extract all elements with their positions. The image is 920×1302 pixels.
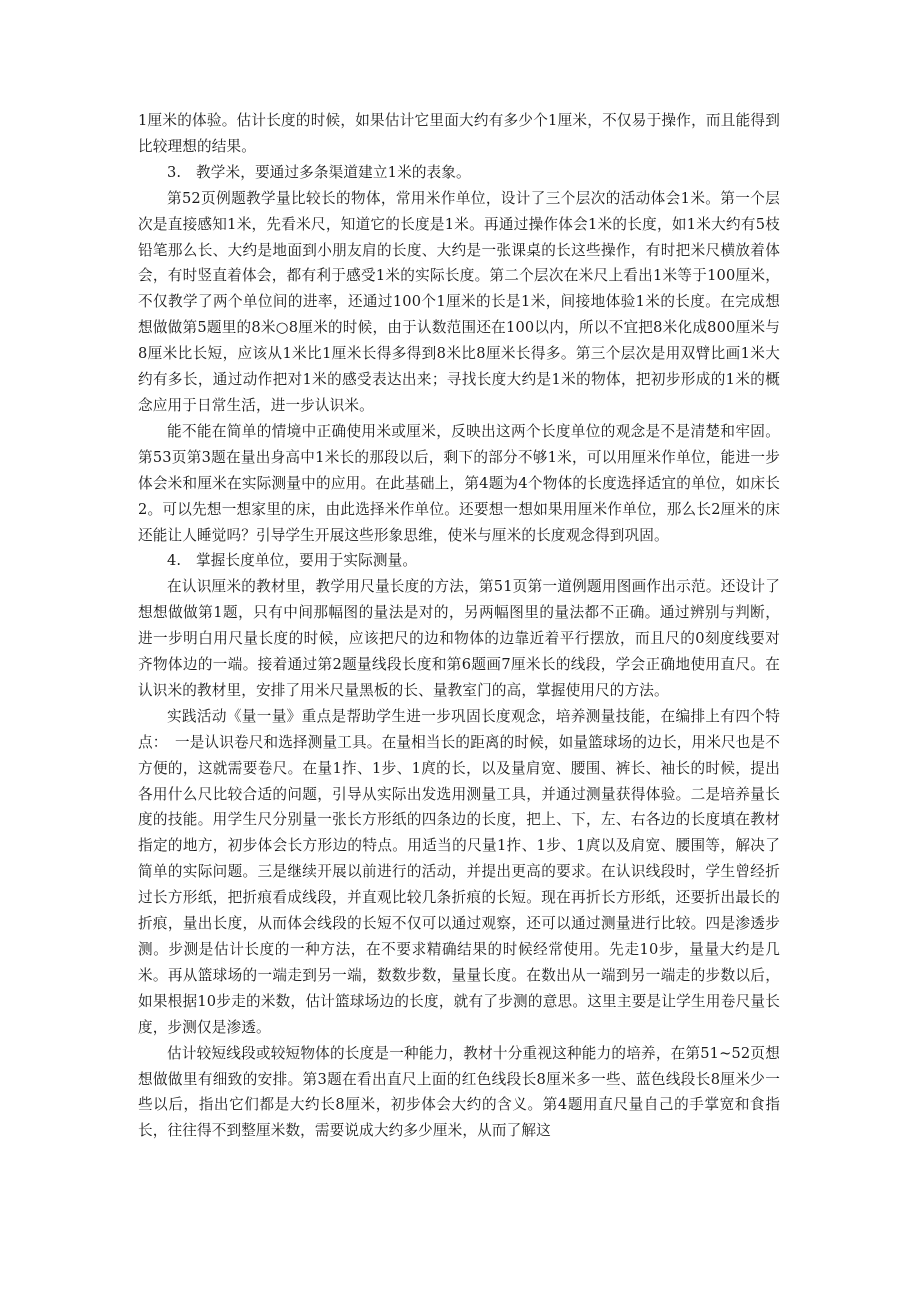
paragraph-heading-4: 4. 掌握长度单位，要用于实际测量。 [167, 552, 418, 570]
paragraph-continuation: 1厘米的体验。估计长度的时候，如果估计它里面大约有多少个1厘米，不仅易于操作，而且能得到比较理想的结果。 [138, 112, 780, 155]
paragraph-page52-example: 第52页例题教学量比较长的物体，常用米作单位，设计了三个层次的活动体会1米。第一个层次是直接感知1米，先看米尺，知道它的长度是1米。再通过操作体会1米的长度，如1米大约有5枝铅笔那么长、大约是地面到小朋友肩的长度、大约是一张课桌的长这些操作，有时把米尺横放着体会，有时竖直着体会，都有利于感受1米的实际长度。第二个层次在米尺上看出1米等于100厘米，不仅教学了两个单位间的进率，还通过100个1厘米的长是1米，间接地体验1米的长度。在完成想想做做第5题里的8米○8厘米的时候，由于认数范围还在100以内，所以不宜把8米化成800厘米与8厘米比长短，应该从1米比1厘米长得多得到8米比8厘米长得多。第三个层次是用双臂比画1米大约有多长，通过动作把对1米的感受表达出来；寻找长度大约是1米的物体，把初步形成的1米的概念应用于日常生活，进一步认识米。 [138, 189, 780, 414]
paragraph-meter-centimeter-usage: 能不能在简单的情境中正确使用米或厘米，反映出这两个长度单位的观念是不是清楚和牢固。第53页第3题在量出身高中1米长的那段以后，剩下的部分不够1米，可以用厘米作单位，能进一步体会米和厘米在实际测量中的应用。在此基础上，第4题为4个物体的长度选择适宜的单位，如床长2。可以先想一想家里的床，由此选择米作单位。还要想一想如果用厘米作单位，那么长2厘米的床还能让人睡觉吗？引导学生开展这些形象思维，使米与厘米的长度观念得到巩固。 [138, 422, 780, 544]
paragraph-estimation: 估计较短线段或较短物体的长度是一种能力，教材十分重视这种能力的培养，在第51~52页想想做做里有细致的安排。第3题在看出直尺上面的红色线段长8厘米多一些、蓝色线段长8厘米少一些以后，指出它们都是大约长8厘米，初步体会大约的含义。第4题用直尺量自己的手掌宽和食指长，往往得不到整厘米数，需要说成大约多少厘米，从而了解这 [138, 1044, 780, 1140]
paragraph-ruler-method: 在认识厘米的教材里，教学用尺量长度的方法，第51页第一道例题用图画作出示范。还设计了想想做做第1题，只有中间那幅图的量法是对的，另两幅图里的量法都不正确。通过辨别与判断，进一步明白用尺量长度的时候，应该把尺的边和物体的边靠近着平行摆放，而且尺的0刻度线要对齐物体边的一端。接着通过第2题量线段长度和第6题画7厘米长的线段，学会正确地使用直尺。在认识米的教材里，安排了用米尺量黑板的长、量教室门的高，掌握使用尺的方法。 [138, 578, 780, 699]
document-page [138, 108, 780, 1144]
paragraph-heading-3: 3. 教学米，要通过多条渠道建立1米的表象。 [167, 163, 471, 181]
paragraph-practice-activity: 实践活动《量一量》重点是帮助学生进一步巩固长度观念，培养测量技能，在编排上有四个特点： 一是认识卷尺和选择测量工具。在量相当长的距离的时候，如量篮球场的边长，用米尺也是不方便的，这就需要卷尺。在量1拃、1步、1庹的长，以及量肩宽、腰围、裤长、袖长的时候，提出各用什么尺比较合适的问题，引导从实际出发选用测量工具，并通过测量获得体验。二是培养量长度的技能。用学生尺分别量一张长方形纸的四条边的长度，把上、下，左、右各边的长度填在教材指定的地方，初步体会长方形边的特点。用适当的尺量1拃、1步、1庹以及肩宽、腰围等，解决了简单的实际问题。三是继续开展以前进行的活动，并提出更高的要求。在认识线段时，学生曾经折过长方形纸，把折痕看成线段，并直观比较几条折痕的长短。现在再折长方形纸，还要折出最长的折痕，量出长度，从而体会线段的长短不仅可以通过观察，还可以通过测量进行比较。四是渗透步测。步测是估计长度的一种方法，在不要求精确结果的时候经常使用。先走10步，量量大约是几米。再从篮球场的一端走到另一端，数数步数，量量长度。在数出从一端到另一端走的步数以后，如果根据10步走的米数，估计篮球场边的长度，就有了步测的意思。这里主要是让学生用卷尺量长度，步测仅是渗透。 [138, 707, 780, 1036]
